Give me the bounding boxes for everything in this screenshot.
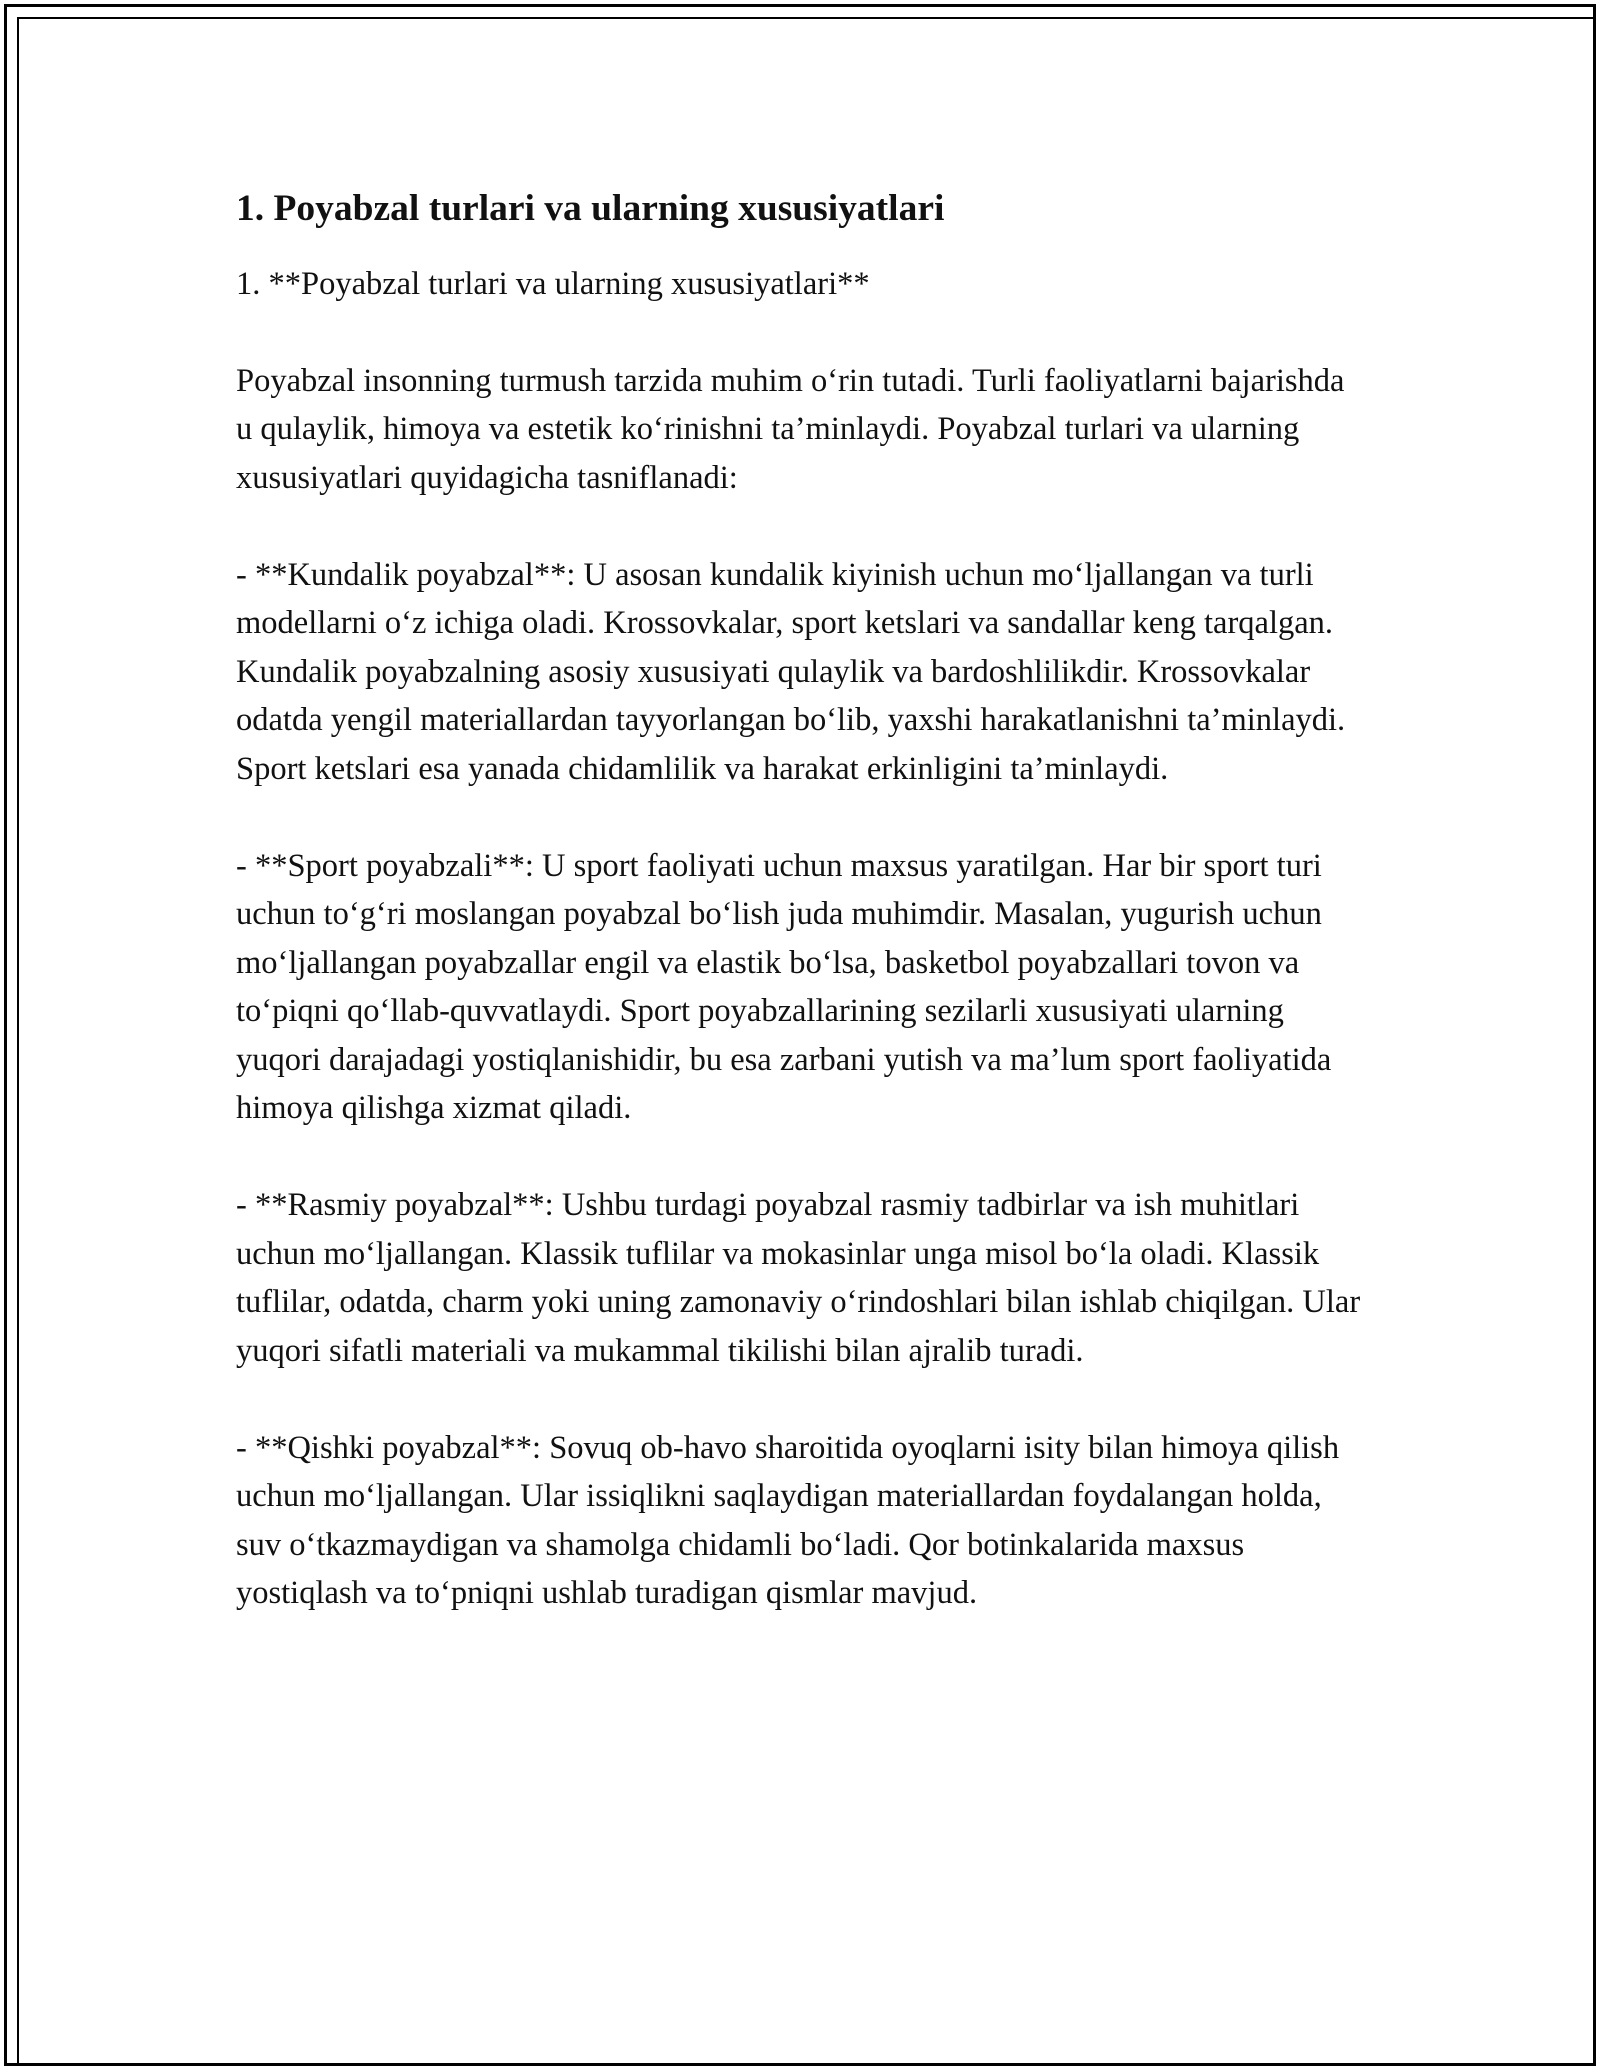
document-subheading: 1. **Poyabzal turlari va ularning xususiyatlari** [236, 265, 870, 302]
paragraph-sport-poyabzali: - **Sport poyabzali**: U sport faoliyati uchun maxsus yaratilgan. Har bir sport turi uchun to‘g‘ri moslangan poyabzal bo‘lish juda muhimdir. Masalan, yugurish uchun mo‘ljallangan poyabzallar engil va elastik bo‘lsa, basketbol poyabzallari tovon va to‘piqni qo‘llab-quvvatlaydi. Sport poyabzallarining sezilarli xususiyati ularning yuqori darajadagi yostiqlanishidir, bu esa zarbani yutish va ma’lum sport faoliyatida himoya qilishga xizmat qiladi. [236, 847, 1332, 1127]
paragraph-intro: Poyabzal insonning turmush tarzida muhim o‘rin tutadi. Turli faoliyatlarni bajarishda u qulaylik, himoya va estetik ko‘rinishni ta’minlaydi. Poyabzal turlari va ularning xususiyatlari quyidagicha tasniflanadi: [236, 362, 1345, 496]
paragraph-kundalik-poyabzal: - **Kundalik poyabzal**: U asosan kundalik kiyinish uchun mo‘ljallangan va turli modellarni o‘z ichiga oladi. Krossovkalar, sport ketslari va sandallar keng tarqalgan. Kundalik poyabzalning asosiy xususiyati qulaylik va bardoshlilikdir. Krossovkalar odatda yengil materiallardan tayyorlangan bo‘lib, yaxshi harakatlanishni ta’minlaydi. Sport ketslari esa yanada chidamlilik va harakat erkinligini ta’minlaydi. [236, 556, 1346, 787]
document-title: 1. Poyabzal turlari va ularning xususiyatlari [236, 188, 945, 229]
paragraph-qishki-poyabzal: - **Qishki poyabzal**: Sovuq ob-havo sharoitida oyoqlarni isity bilan himoya qilish uchun mo‘ljallangan. Ular issiqlikni saqlaydigan materiallardan foydalangan holda, suv o‘tkazmaydigan va shamolga chidamli bo‘ladi. Qor botinkalarida maxsus yostiqlash va to‘pniqni ushlab turadigan qismlar mavjud. [236, 1429, 1340, 1612]
paragraph-rasmiy-poyabzal: - **Rasmiy poyabzal**: Ushbu turdagi poyabzal rasmiy tadbirlar va ish muhitlari uchun mo‘ljallangan. Klassik tuflilar va mokasinlar unga misol bo‘la oladi. Klassik tuflilar, odatda, charm yoki uning zamonaviy o‘rindoshlari bilan ishlab chiqilgan. Ular yuqori sifatli materiali va mukammal tikilishi bilan ajralib turadi. [236, 1187, 1361, 1369]
document-body [236, 185, 1366, 1666]
